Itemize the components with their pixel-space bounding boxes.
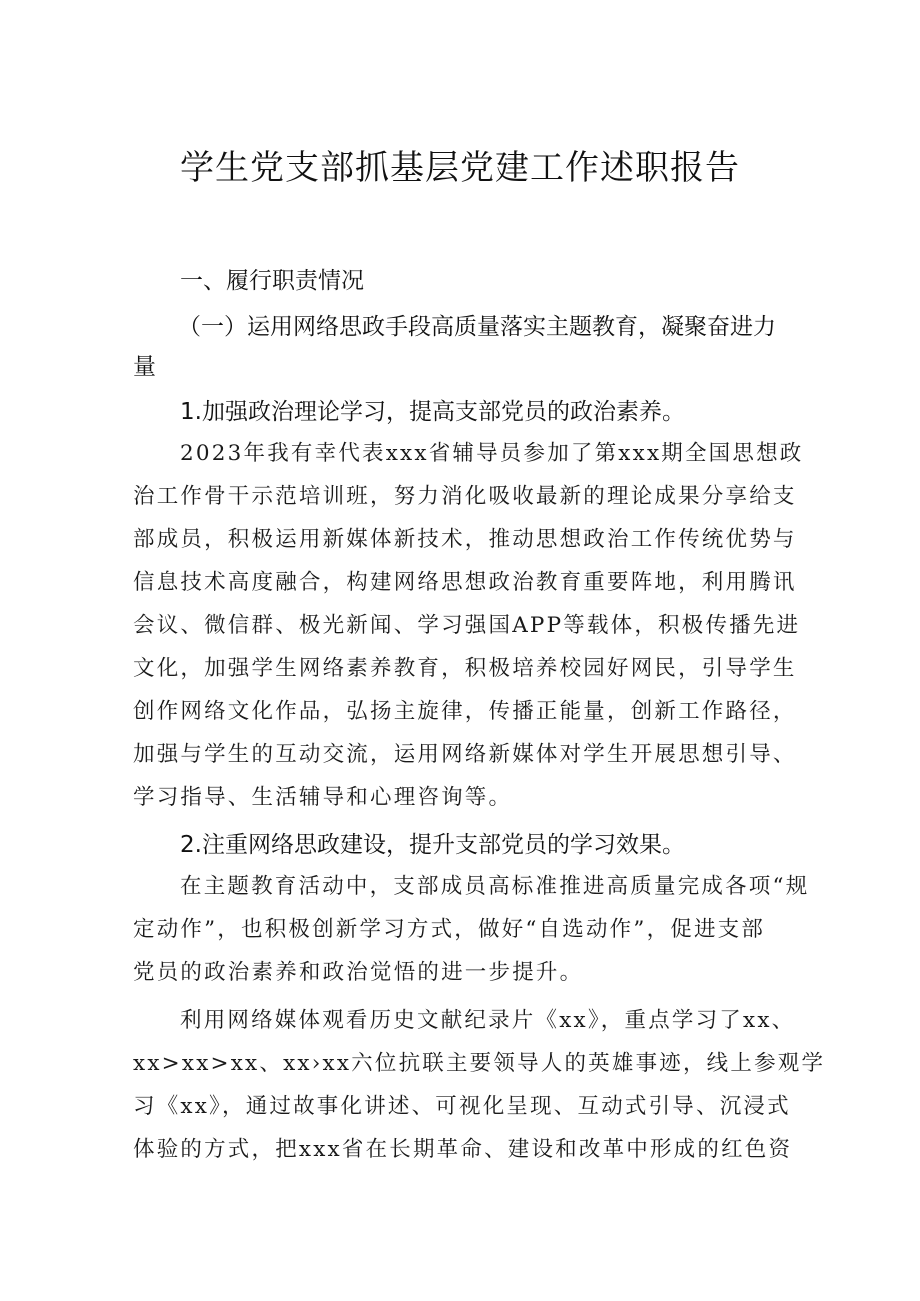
subsection-heading-line-2: 量: [133, 354, 156, 380]
paragraph-line: 利用网络媒体观看历史文献纪录片《xx》，重点学习了xx、: [180, 1008, 796, 1033]
paragraph-line: 创作网络文化作品，弘扬主旋律，传播正能量，创新工作路径，: [133, 699, 797, 724]
paragraph-line: 加强与学生的互动交流，运用网络新媒体对学生开展思想引导、: [133, 742, 797, 767]
paragraph-line: 在主题教育活动中，支部成员高标准推进高质量完成各项“规: [180, 874, 810, 899]
paragraph-line: 信息技术高度融合，构建网络思想政治教育重要阵地，利用腾讯: [133, 570, 797, 595]
paragraph-line: 治工作骨干示范培训班，努力消化吸收最新的理论成果分享给支: [133, 484, 797, 509]
paragraph-line: 定动作”，也积极创新学习方式，做好“自选动作”，促进支部: [133, 917, 766, 942]
paragraph-line: 会议、微信群、极光新闻、学习强国APP等载体，积极传播先进: [133, 613, 801, 638]
paragraph-line: 学习指导、生活辅导和心理咨询等。: [133, 785, 513, 810]
subsection-heading-line-1: （一）运用网络思政手段高质量落实主题教育，凝聚奋进力: [178, 314, 776, 340]
paragraph-line: 习《xx》，通过故事化讲述、可视化呈现、互动式引导、沉浸式: [133, 1094, 791, 1119]
paragraph-line: xx>xx>xx、xx›xx六位抗联主要领导人的英雄事迹，线上参观学: [133, 1051, 826, 1076]
paragraph-line: 部成员，积极运用新媒体新技术，推动思想政治工作传统优势与: [133, 527, 797, 552]
paragraph-line: 党员的政治素养和政治觉悟的进一步提升。: [133, 960, 584, 985]
section-heading: 一、履行职责情况: [180, 268, 364, 294]
paragraph-line: 文化，加强学生网络素养教育，积极培养校园好网民，引导学生: [133, 656, 797, 681]
item-1-heading: 1.加强政治理论学习，提高支部党员的政治素养。: [180, 399, 685, 425]
paragraph-line: 2023年我有幸代表xxx省辅导员参加了第xxx期全国思想政: [180, 441, 804, 466]
item-2-heading: 2.注重网络思政建设，提升支部党员的学习效果。: [180, 832, 685, 858]
document-title: 学生党支部抓基层党建工作述职报告: [180, 148, 740, 188]
paragraph-line: 体验的方式，把xxx省在长期革命、建设和改革中形成的红色资: [133, 1137, 793, 1162]
